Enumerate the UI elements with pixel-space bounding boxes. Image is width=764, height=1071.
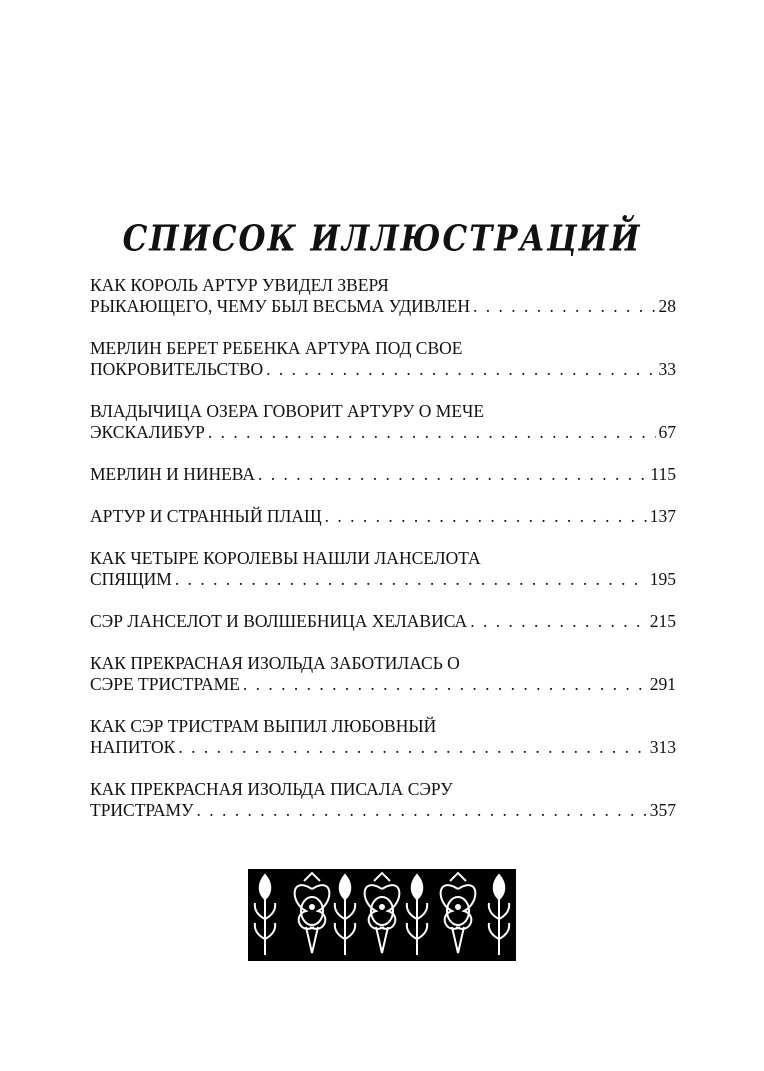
page-number: 357 <box>649 800 676 820</box>
angel-icon <box>441 873 476 953</box>
dot-leader <box>175 569 647 590</box>
angel-icon <box>365 873 400 953</box>
entry-title: СЭР ЛАНСЕЛОТ И ВОЛШЕБНИЦА ХЕЛАВИСА <box>90 611 468 631</box>
page-number: 313 <box>649 737 676 757</box>
entry-title-line2: СЭРЕ ТРИСТРАМЕ <box>90 674 240 694</box>
angel-icon <box>295 873 330 953</box>
entry-title-line1: КАК ПРЕКРАСНАЯ ИЗОЛЬДА ЗАБОТИЛАСЬ О <box>90 653 460 673</box>
entry-title-line2: ТРИСТРАМУ <box>90 800 194 820</box>
page-number: 291 <box>649 674 676 694</box>
page-number: 28 <box>658 296 676 316</box>
entry-title-line2: ЭКСКАЛИБУР <box>90 422 205 442</box>
illustrations-list <box>90 275 676 842</box>
dot-leader <box>208 422 656 443</box>
entry-title-line1: КАК КОРОЛЬ АРТУР УВИДЕЛ ЗВЕРЯ <box>90 275 389 295</box>
list-item[interactable] <box>90 548 676 590</box>
entry-title-line1: МЕРЛИН БЕРЕТ РЕБЕНКА АРТУРА ПОД СВОЕ <box>90 338 463 358</box>
dot-leader <box>266 359 655 380</box>
dot-leader <box>178 737 646 758</box>
list-item[interactable] <box>90 779 676 821</box>
list-item[interactable] <box>90 506 676 527</box>
lily-icon <box>489 875 509 955</box>
list-item[interactable] <box>90 401 676 443</box>
page-title: СПИСОК ИЛЛЮСТРАЦИЙ <box>122 218 642 260</box>
list-item[interactable] <box>90 464 676 485</box>
entry-title-line2: РЫКАЮЩЕГО, ЧЕМУ БЫЛ ВЕСЬМА УДИВЛЕН <box>90 296 471 316</box>
dot-leader <box>473 296 655 317</box>
page-number: 137 <box>649 506 676 526</box>
dot-leader <box>470 611 647 632</box>
list-item[interactable] <box>90 275 676 317</box>
entry-title-line2: СПЯЩИМ <box>90 569 172 589</box>
page-number: 115 <box>650 464 676 484</box>
entry-title-line1: КАК СЭР ТРИСТРАМ ВЫПИЛ ЛЮБОВНЫЙ <box>90 716 437 736</box>
dot-leader <box>325 506 647 527</box>
dot-leader <box>197 800 647 821</box>
entry-title-line1: ВЛАДЫЧИЦА ОЗЕРА ГОВОРИТ АРТУРУ О МЕЧЕ <box>90 401 485 421</box>
ornament-icon <box>248 869 516 961</box>
entry-title: АРТУР И СТРАННЫЙ ПЛАЩ <box>90 506 322 526</box>
list-item[interactable] <box>90 611 676 632</box>
lily-icon <box>335 875 355 955</box>
lily-icon <box>255 875 275 955</box>
list-item[interactable] <box>90 716 676 758</box>
dot-leader <box>258 464 647 485</box>
entry-title-line2: НАПИТОК <box>90 737 176 757</box>
page-number: 33 <box>658 359 676 379</box>
entry-title-line2: ПОКРОВИТЕЛЬСТВО <box>90 359 264 379</box>
entry-title: МЕРЛИН И НИНЕВА <box>90 464 256 484</box>
page-number: 215 <box>649 611 676 631</box>
entry-title-line1: КАК ПРЕКРАСНАЯ ИЗОЛЬДА ПИСАЛА СЭРУ <box>90 779 453 799</box>
lily-icon <box>407 875 427 955</box>
entry-title-line1: КАК ЧЕТЫРЕ КОРОЛЕВЫ НАШЛИ ЛАНСЕЛОТА <box>90 548 481 568</box>
dot-leader <box>243 674 647 695</box>
list-item[interactable] <box>90 338 676 380</box>
list-item[interactable] <box>90 653 676 695</box>
page-number: 67 <box>658 422 676 442</box>
page-number: 195 <box>649 569 676 589</box>
